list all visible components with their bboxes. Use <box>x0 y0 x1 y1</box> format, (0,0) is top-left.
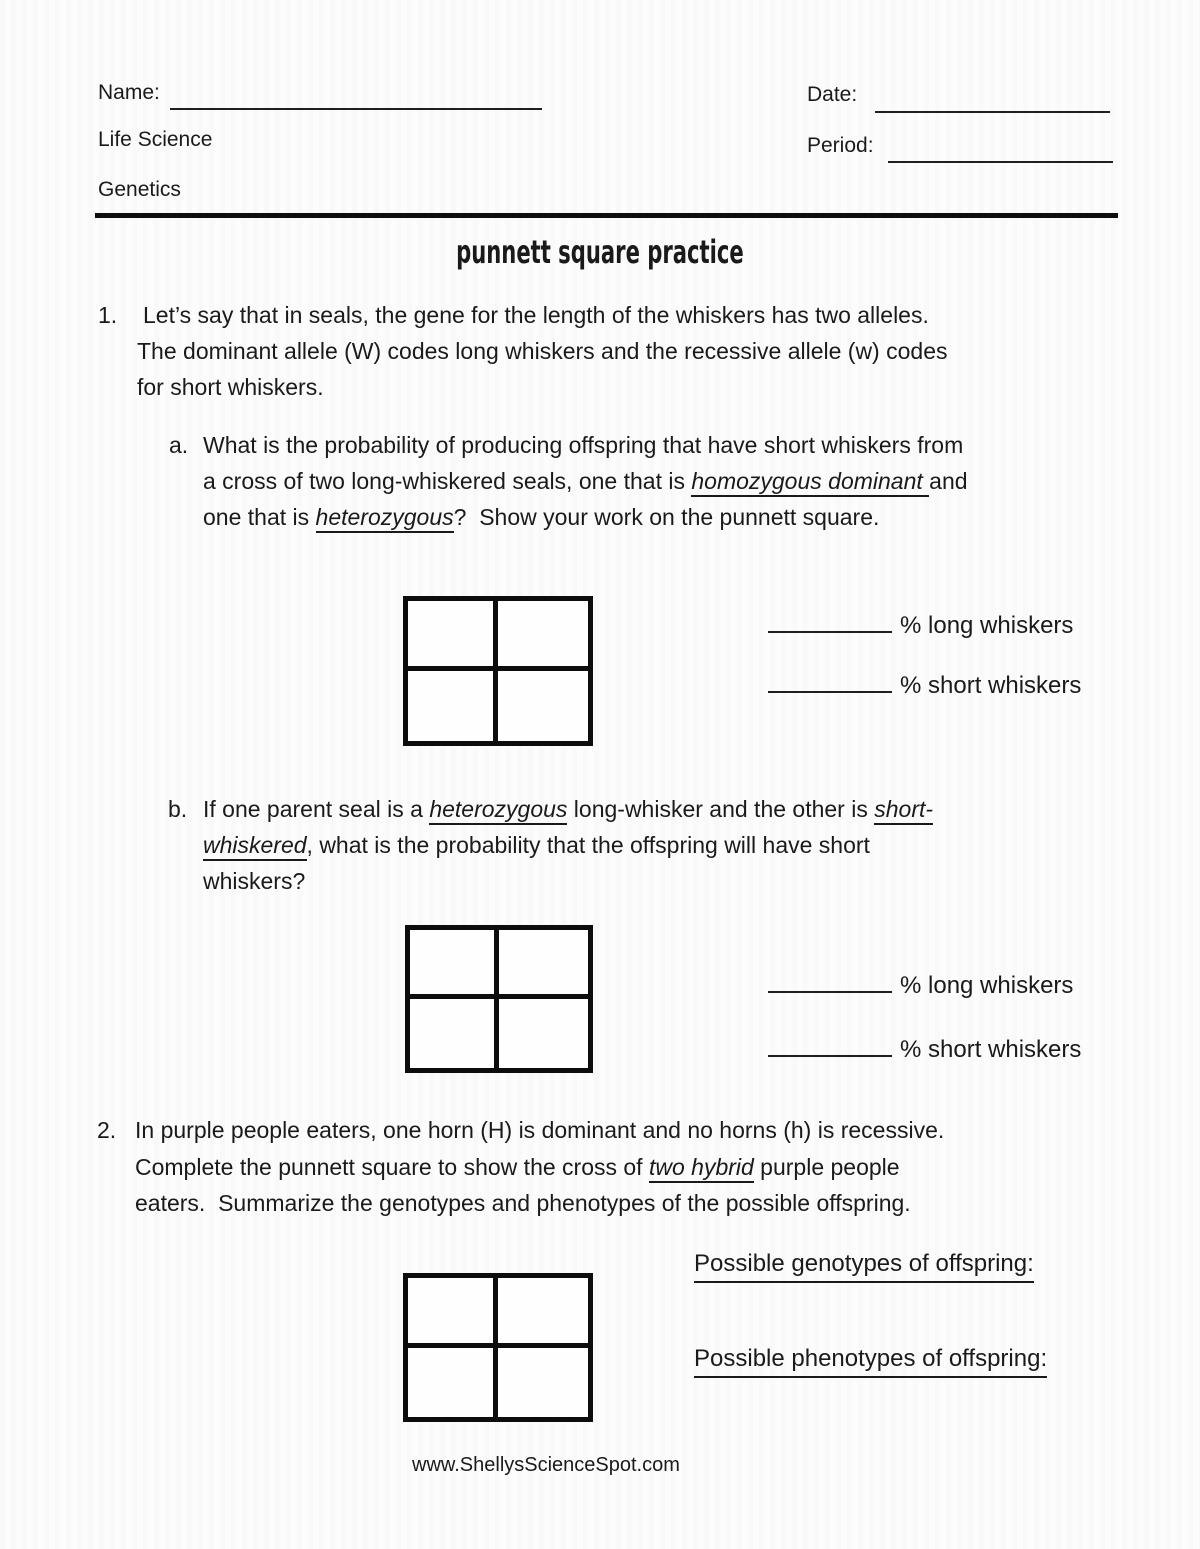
emphasized-term: heterozygous <box>429 796 567 825</box>
text-segment: What is the probability of producing offspring that have short whiskers from <box>203 432 964 458</box>
punnett-cell <box>498 1278 588 1348</box>
punnett-cell <box>408 1348 498 1418</box>
long-whiskers-label: % long whiskers <box>900 972 1074 999</box>
text-segment: whiskers? <box>203 868 306 894</box>
q1-line: Let’s say that in seals, the gene for the length of the whiskers has two alleles. <box>143 302 929 328</box>
q1-line: for short whiskers. <box>137 374 324 400</box>
text-segment: eaters. Summarize the genotypes and phenotypes of the possible offspring. <box>135 1190 911 1216</box>
percent-blank-line <box>768 665 892 693</box>
q1b-line <box>203 866 305 896</box>
short-whiskers-answer-row <box>768 1029 1081 1065</box>
percent-blank-line <box>768 965 892 993</box>
q1a-letter: a. <box>169 432 189 458</box>
emphasized-term: whiskered <box>203 832 307 861</box>
text-segment: one that is <box>203 504 316 530</box>
name-label: Name: <box>98 81 160 104</box>
text-segment: a cross of two long-whiskered seals, one that is <box>203 468 692 494</box>
q1a-line <box>203 502 879 532</box>
punnett-cell <box>408 601 498 671</box>
short-whiskers-label: % short whiskers <box>900 1036 1082 1063</box>
text-segment: and <box>929 468 968 494</box>
short-whiskers-label: % short whiskers <box>900 672 1082 699</box>
date-label: Date: <box>807 83 858 106</box>
header-rule <box>95 213 1118 218</box>
punnett-cell <box>499 930 588 999</box>
punnett-square-3 <box>403 1273 593 1422</box>
q1a-line <box>203 430 963 460</box>
text-segment: long-whisker and the other is <box>567 796 875 822</box>
date-blank-line <box>875 87 1110 113</box>
footer-url: www.ShellysScienceSpot.com <box>412 1454 680 1476</box>
q2-line <box>135 1152 900 1182</box>
q1b-letter: b. <box>168 796 188 822</box>
q2-number: 2. <box>97 1117 117 1143</box>
percent-blank-line <box>768 1029 892 1057</box>
text-segment: purple people <box>753 1154 900 1180</box>
page-title <box>0 233 1200 271</box>
genotypes-label: Possible genotypes of offspring: <box>694 1249 1034 1283</box>
punnett-cell <box>408 671 498 741</box>
q1b-line <box>203 830 870 860</box>
text-segment: In purple people eaters, one horn (H) is dominant and no horns (h) is recessive. <box>135 1117 945 1143</box>
emphasized-term: short- <box>874 796 933 825</box>
punnett-cell <box>499 999 588 1068</box>
emphasized-term: two hybrid <box>649 1154 754 1183</box>
text-segment: If one parent seal is a <box>203 796 430 822</box>
page-title-text: punnett square practice <box>456 233 744 271</box>
punnett-cell <box>498 1348 588 1418</box>
q1a-line <box>203 466 968 496</box>
punnett-cell <box>498 671 588 741</box>
long-whiskers-answer-row <box>768 605 1073 641</box>
punnett-cell <box>410 930 499 999</box>
emphasized-term: homozygous dominant <box>691 468 929 497</box>
q1-number: 1. <box>98 302 118 328</box>
period-label: Period: <box>807 134 874 157</box>
long-whiskers-label: % long whiskers <box>900 612 1074 639</box>
short-whiskers-answer-row <box>768 665 1081 701</box>
q2-line <box>135 1188 911 1218</box>
text-segment: ? Show your work on the punnett square. <box>453 504 880 530</box>
emphasized-term: heterozygous <box>316 504 454 533</box>
q1b-line <box>203 794 933 824</box>
punnett-cell <box>410 999 499 1068</box>
text-segment: , what is the probability that the offspring will have short <box>306 832 870 858</box>
punnett-square-1 <box>403 596 593 746</box>
q2-line <box>135 1115 944 1145</box>
long-whiskers-answer-row <box>768 965 1073 1001</box>
punnett-square-2 <box>405 925 593 1073</box>
percent-blank-line <box>768 605 892 633</box>
phenotypes-label: Possible phenotypes of offspring: <box>694 1344 1047 1378</box>
punnett-cell <box>498 601 588 671</box>
punnett-cell <box>408 1278 498 1348</box>
name-blank-line <box>170 84 542 110</box>
text-segment: Complete the punnett square to show the cross of <box>135 1154 649 1180</box>
period-blank-line <box>888 137 1113 163</box>
unit-label: Genetics <box>98 178 181 201</box>
q1-line: The dominant allele (W) codes long whiskers and the recessive allele (w) codes <box>137 338 948 364</box>
course-label: Life Science <box>98 128 213 151</box>
